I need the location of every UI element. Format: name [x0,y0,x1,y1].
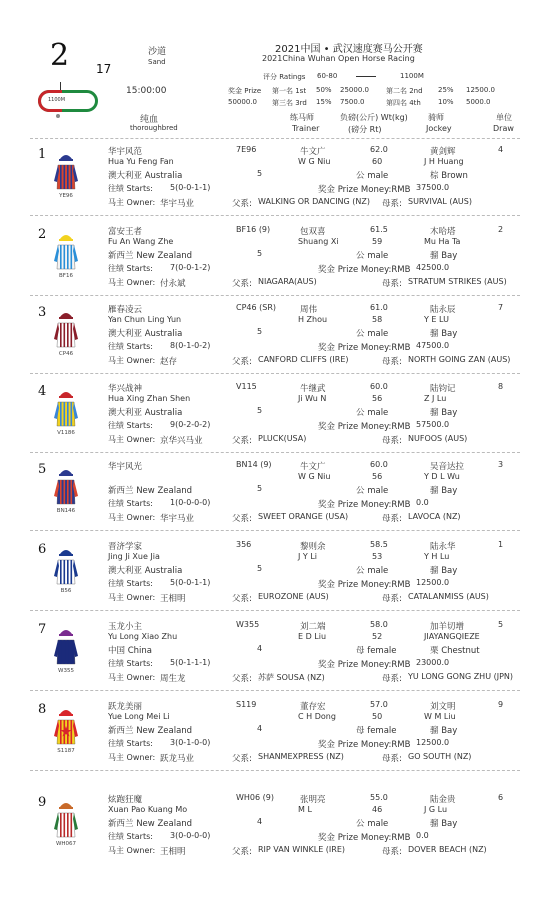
trainer-cn: 刘二端 [300,622,326,632]
horse-origin: 澳大利亚 Australia [108,171,183,181]
brand-code: WH06 (9) [236,793,274,802]
horse-color: 棕 Brown [430,171,468,181]
horse-origin: 澳大利亚 Australia [108,408,183,418]
trainer-cn: 黎则余 [300,542,326,552]
owner-label: 马主 Owner: [108,593,156,602]
horse-color: 骝 Bay [430,726,458,736]
runner-row [0,225,546,305]
owner-value: 王相明 [160,847,186,857]
sire-value: EUROZONE (AUS) [258,592,329,601]
dam-label: 母系: [382,436,402,446]
horse-name-en: Jing Ji Xue Jia [108,552,160,561]
row-divider [30,610,520,611]
trainer-cn: 董存宏 [300,702,326,712]
runner-row [0,460,546,540]
horse-color: 骝 Bay [430,819,458,829]
horse-color: 骝 Bay [430,408,458,418]
runner-row [0,700,546,780]
trainer-cn: 周伟 [300,305,318,315]
runner-number: 2 [38,227,47,242]
runner-number: 9 [38,795,47,810]
sire-label: 父系: [232,594,252,604]
fourth-label: 第四名 4th [386,99,421,107]
horse-sex: 公 male [356,408,389,418]
prize-label: 奖金 Prize Money:RMB [318,740,411,750]
sire-label: 父系: [232,436,252,446]
fourth-amt: 5000.0 [466,98,491,106]
runner-row [0,303,546,383]
starts-label: 往绩 Starts: [108,499,153,508]
draw: 7 [498,303,504,312]
runner-number: 4 [38,384,47,399]
dam-label: 母系: [382,199,402,209]
horse-age: 5 [257,327,263,336]
col-trainer-en: Trainer [292,124,320,133]
owner-label: 马主 Owner: [108,356,156,365]
sire-value: PLUCK(USA) [258,434,307,443]
owner-label: 马主 Owner: [108,198,156,207]
runner-number: 5 [38,462,47,477]
runner-number: 3 [38,305,47,320]
sire-value: CANFORD CLIFFS (IRE) [258,355,349,364]
trainer-cn: 牛继武 [300,384,326,394]
trainer-en: M L [298,805,312,814]
horse-name-en: Yue Long Mei Li [108,712,170,721]
prize-value: 0.0 [416,498,429,507]
trainer-en: J Y Li [298,552,318,561]
prize-label: 奖金 Prize [228,87,262,95]
runner-code: W355 [58,668,74,674]
starts-value: 5(0-0-1-1) [170,183,211,192]
dam-value: STRATUM STRIKES (AUS) [408,277,507,286]
dam-label: 母系: [382,847,402,857]
prize-value: 47500.0 [416,341,450,350]
third-pct: 15% [316,98,332,106]
trainer-cn: 张明亮 [300,795,326,805]
horse-origin: 澳大利亚 Australia [108,566,183,576]
track-finish-dot [56,114,60,118]
runner-code: CP46 [58,351,74,357]
draw: 9 [498,700,504,709]
prize-value: 12500.0 [416,738,450,747]
starts-value: 7(0-0-1-2) [170,263,211,272]
jockey-en: JIAYANGQIEZE [424,632,480,641]
draw: 3 [498,460,504,469]
draw: 5 [498,620,504,629]
owner-value: 京华兴马业 [160,436,203,446]
jockey-cn: 陆金贵 [430,795,456,805]
weight: 58.0 [370,620,388,629]
dam-value: YU LONG GONG ZHU (JPN) [408,672,514,681]
horse-sex: 母 female [356,646,397,656]
jockey-silks-icon [54,799,78,839]
rating: 56 [372,394,383,403]
jockey-en: J H Huang [424,157,464,166]
trainer-en: Shuang Xi [298,237,339,246]
horse-name-en: Fu An Wang Zhe [108,237,174,246]
sire-value: NIAGARA(AUS) [258,277,317,286]
runner-code: BF16 [59,273,73,279]
trainer-cn: 牛文广 [300,147,326,157]
weight: 55.0 [370,793,388,802]
draw: 2 [498,225,504,234]
horse-age: 4 [257,644,263,653]
first-pct: 50% [316,86,332,94]
sire-label: 父系: [232,754,252,764]
horse-name-cn: 华宇风范 [108,147,143,157]
owner-label: 马主 Owner: [108,673,156,682]
dam-value: NUFOOS (AUS) [408,434,468,443]
dam-value: NORTH GOING ZAN (AUS) [408,355,511,364]
horse-name-en: Hua Yu Feng Fan [108,157,174,166]
sire-label: 父系: [232,674,252,684]
runner-row [0,382,546,462]
brand-code: 7E96 [236,145,257,154]
starts-label: 往绩 Starts: [108,739,153,748]
runner-number: 7 [38,622,47,637]
starts-value: 9(0-2-0-2) [170,420,211,429]
col-weight-cn: 负磅(公斤) Wt(kg) [340,113,408,122]
header-divider [30,138,520,139]
horse-color: 栗 Chestnut [430,646,480,656]
starts-label: 往绩 Starts: [108,264,153,273]
starts-label: 往绩 Starts: [108,184,153,193]
jockey-en: W M Liu [424,712,456,721]
horse-color: 骝 Bay [430,329,458,339]
jockey-cn: 木哈塔 [430,227,456,237]
jockey-cn: 黄剑辉 [430,147,456,157]
horse-color: 骝 Bay [430,566,458,576]
brand-code: S119 [236,700,257,709]
trainer-cn: 包双喜 [300,227,326,237]
race-subtitle: 2021China Wuhan Open Horse Racing [262,54,415,63]
col-weight-en: (磅分 Rt) [348,125,382,134]
brand-code: BF16 (9) [236,225,271,234]
horse-sex: 公 male [356,819,389,829]
race-sub-number: 17 [96,62,112,76]
starts-label: 往绩 Starts: [108,659,153,668]
sire-label: 父系: [232,357,252,367]
runner-code: S1187 [57,748,75,754]
starts-label: 往绩 Starts: [108,421,153,430]
horse-origin: 澳大利亚 Australia [108,329,183,339]
starts-value: 3(0-0-0-0) [170,831,211,840]
fourth-pct: 10% [438,98,454,106]
jockey-silks-icon [54,466,78,506]
dam-value: LAVOCA (NZ) [408,512,461,521]
owner-value: 王相明 [160,594,186,604]
horse-color: 骝 Bay [430,251,458,261]
horse-origin: 新西兰 New Zealand [108,726,193,736]
sire-label: 父系: [232,199,252,209]
jockey-cn: 陆永辰 [430,305,456,315]
prize-value: 57500.0 [416,420,450,429]
horse-sex: 公 male [356,329,389,339]
row-divider [30,452,520,453]
jockey-cn: 加羊切增 [430,622,465,632]
prize-value: 12500.0 [416,578,450,587]
dam-label: 母系: [382,594,402,604]
col-draw-en: Draw [493,124,514,133]
sire-value: WALKING OR DANCING (NZ) [258,197,370,206]
brand-code: BN14 (9) [236,460,272,469]
dam-value: SURVIVAL (AUS) [408,197,472,206]
sire-label: 父系: [232,514,252,524]
horse-sex: 母 female [356,726,397,736]
horse-name-cn: 晋济学家 [108,542,143,552]
horse-name-cn: 跃龙美丽 [108,702,143,712]
jockey-en: Mu Ha Ta [424,237,461,246]
prize-label: 奖金 Prize Money:RMB [318,343,411,353]
third-amt: 7500.0 [340,98,365,106]
jockey-silks-icon [54,231,78,271]
horse-sex: 公 male [356,486,389,496]
draw: 8 [498,382,504,391]
owner-label: 马主 Owner: [108,513,156,522]
race-number: 2 [50,38,70,73]
dam-label: 母系: [382,514,402,524]
distance-line [356,76,376,77]
brand-code: CP46 (SR) [236,303,277,312]
horse-name-en: Hua Xing Zhan Shen [108,394,191,403]
runner-number: 8 [38,702,47,717]
rating: 50 [372,712,383,721]
rating: 53 [372,552,383,561]
runner-code: YE96 [59,193,73,199]
rating: 58 [372,315,383,324]
owner-label: 马主 Owner: [108,846,156,855]
prize-label: 奖金 Prize Money:RMB [318,660,411,670]
col-draw-cn: 单位 [496,113,512,122]
breed-en: thoroughbred [130,124,178,132]
dam-value: CATALANMISS (AUS) [408,592,489,601]
second-amt: 12500.0 [466,86,495,94]
horse-name-en: Xuan Pao Kuang Mo [108,805,188,814]
track-distance-label: 1100M [48,97,66,103]
jockey-silks-icon [54,388,78,428]
horse-sex: 公 male [356,566,389,576]
weight: 61.0 [370,303,388,312]
dam-value: GO SOUTH (NZ) [408,752,472,761]
horse-origin: 中国 China [108,646,152,656]
jockey-silks-icon [54,626,78,666]
second-pct: 25% [438,86,454,94]
weight: 60.0 [370,460,388,469]
owner-value: 华宇马业 [160,199,195,209]
horse-age: 4 [257,724,263,733]
brand-code: W355 [236,620,260,629]
jockey-en: J G Lu [424,805,448,814]
horse-name-cn: 富安王者 [108,227,143,237]
horse-name-cn: 华兴战神 [108,384,143,394]
breed-cn: 纯血 [140,115,159,125]
draw: 1 [498,540,504,549]
row-divider [30,690,520,691]
owner-value: 跃龙马业 [160,754,195,764]
owner-label: 马主 Owner: [108,278,156,287]
dam-label: 母系: [382,279,402,289]
trainer-en: Ji Wu N [298,394,327,403]
runner-row [0,793,546,873]
prize-label: 奖金 Prize Money:RMB [318,265,411,275]
draw: 4 [498,145,504,154]
rating-label: 评分 Ratings [263,73,306,81]
surface-cn: 沙道 [148,47,167,57]
horse-age: 5 [257,249,263,258]
horse-name-en: Yan Chun Ling Yun [108,315,182,324]
jockey-en: Y H Lu [424,552,450,561]
runner-code: BN146 [56,508,76,514]
runner-number: 6 [38,542,47,557]
horse-origin: 新西兰 New Zealand [108,819,193,829]
sire-label: 父系: [232,279,252,289]
second-label: 第二名 2nd [386,87,423,95]
sire-value: RIP VAN WINKLE (IRE) [258,845,346,854]
starts-label: 往绩 Starts: [108,832,153,841]
horse-name-cn: 雁春凌云 [108,305,143,315]
owner-label: 马主 Owner: [108,753,156,762]
owner-value: 华宇马业 [160,514,195,524]
runner-code: WH067 [55,841,77,847]
owner-label: 马主 Owner: [108,435,156,444]
sire-label: 父系: [232,847,252,857]
sire-value: 苏萨 SOUSA (NZ) [258,673,325,682]
row-divider [30,770,520,771]
prize-label: 奖金 Prize Money:RMB [318,580,411,590]
race-time: 15:00:00 [126,86,167,96]
prize-label: 奖金 Prize Money:RMB [318,833,411,843]
brand-code: 356 [236,540,252,549]
owner-value: 周生龙 [160,674,186,684]
horse-age: 5 [257,169,263,178]
rating: 59 [372,237,383,246]
horse-name-cn: 炫跑狂魔 [108,795,143,805]
dam-label: 母系: [382,357,402,367]
runner-number: 1 [38,147,47,162]
jockey-cn: 吴音达拉 [430,462,465,472]
starts-value: 5(0-1-1-1) [170,658,211,667]
starts-value: 8(0-1-0-2) [170,341,211,350]
brand-code: V115 [236,382,257,391]
rating: 60 [372,157,383,166]
row-divider [30,295,520,296]
starts-value: 5(0-0-1-1) [170,578,211,587]
col-jockey-cn: 骑师 [428,113,444,122]
first-amt: 25000.0 [340,86,369,94]
rating: 56 [372,472,383,481]
prize-value: 42500.0 [416,263,450,272]
starts-value: 3(0-1-0-0) [170,738,211,747]
trainer-en: H Zhou [298,315,328,324]
prize-label: 奖金 Prize Money:RMB [318,185,411,195]
prize-value: 0.0 [416,831,429,840]
first-label: 第一名 1st [272,87,307,95]
col-jockey-en: Jockey [426,124,452,133]
prize-label: 奖金 Prize Money:RMB [318,500,411,510]
horse-name-en: Yu Long Xiao Zhu [108,632,178,641]
jockey-cn: 陆永华 [430,542,456,552]
horse-sex: 公 male [356,171,389,181]
starts-value: 1(0-0-0-0) [170,498,211,507]
jockey-en: Z J Lu [424,394,447,403]
jockey-en: Y D L Wu [424,472,460,481]
prize-label: 奖金 Prize Money:RMB [318,422,411,432]
trainer-cn: 牛文广 [300,462,326,472]
trainer-en: E D Liu [298,632,327,641]
rating-value: 60-80 [317,72,338,80]
trainer-en: W G Niu [298,157,331,166]
starts-label: 往绩 Starts: [108,579,153,588]
race-title: 2021中国 • 武汉速度赛马公开赛 [275,44,423,55]
dam-label: 母系: [382,754,402,764]
prize-value: 23000.0 [416,658,450,667]
row-divider [30,373,520,374]
prize-value: 37500.0 [416,183,450,192]
starts-label: 往绩 Starts: [108,342,153,351]
horse-name-cn: 华宇风光 [108,462,143,472]
jockey-en: Y E LU [424,315,449,324]
runner-row [0,540,546,620]
row-divider [30,215,520,216]
col-trainer-cn: 练马师 [290,113,314,122]
dam-label: 母系: [382,674,402,684]
horse-color: 骝 Bay [430,486,458,496]
draw: 6 [498,793,504,802]
horse-sex: 公 male [356,251,389,261]
rating: 52 [372,632,383,641]
horse-origin: 新西兰 New Zealand [108,486,193,496]
trainer-en: C H Dong [298,712,336,721]
runner-row [0,620,546,700]
prize-total: 50000.0 [228,98,257,106]
jockey-silks-icon [54,151,78,191]
horse-age: 4 [257,817,263,826]
weight: 60.0 [370,382,388,391]
jockey-silks-icon [54,309,78,349]
horse-age: 5 [257,406,263,415]
weight: 61.5 [370,225,388,234]
runner-code: V1186 [57,430,75,436]
owner-value: 付永斌 [160,279,186,289]
jockey-silks-icon [54,546,78,586]
dam-value: DOVER BEACH (NZ) [408,845,487,854]
surface-en: Sand [148,58,166,66]
runner-row [0,145,546,225]
trainer-en: W G Niu [298,472,331,481]
horse-origin: 新西兰 New Zealand [108,251,193,261]
weight: 57.0 [370,700,388,709]
row-divider [30,530,520,531]
jockey-cn: 陆钧记 [430,384,456,394]
weight: 62.0 [370,145,388,154]
jockey-silks-icon [54,706,78,746]
runner-code: B56 [60,588,72,594]
third-label: 第三名 3rd [272,99,307,107]
jockey-cn: 刘文明 [430,702,456,712]
weight: 58.5 [370,540,388,549]
horse-name-cn: 玉龙小主 [108,622,143,632]
horse-age: 5 [257,484,263,493]
sire-value: SHANMEXPRESS (NZ) [258,752,344,761]
distance: 1100M [400,72,424,80]
owner-value: 赵存 [160,357,178,367]
rating: 46 [372,805,383,814]
sire-value: SWEET ORANGE (USA) [258,512,349,521]
horse-age: 5 [257,564,263,573]
